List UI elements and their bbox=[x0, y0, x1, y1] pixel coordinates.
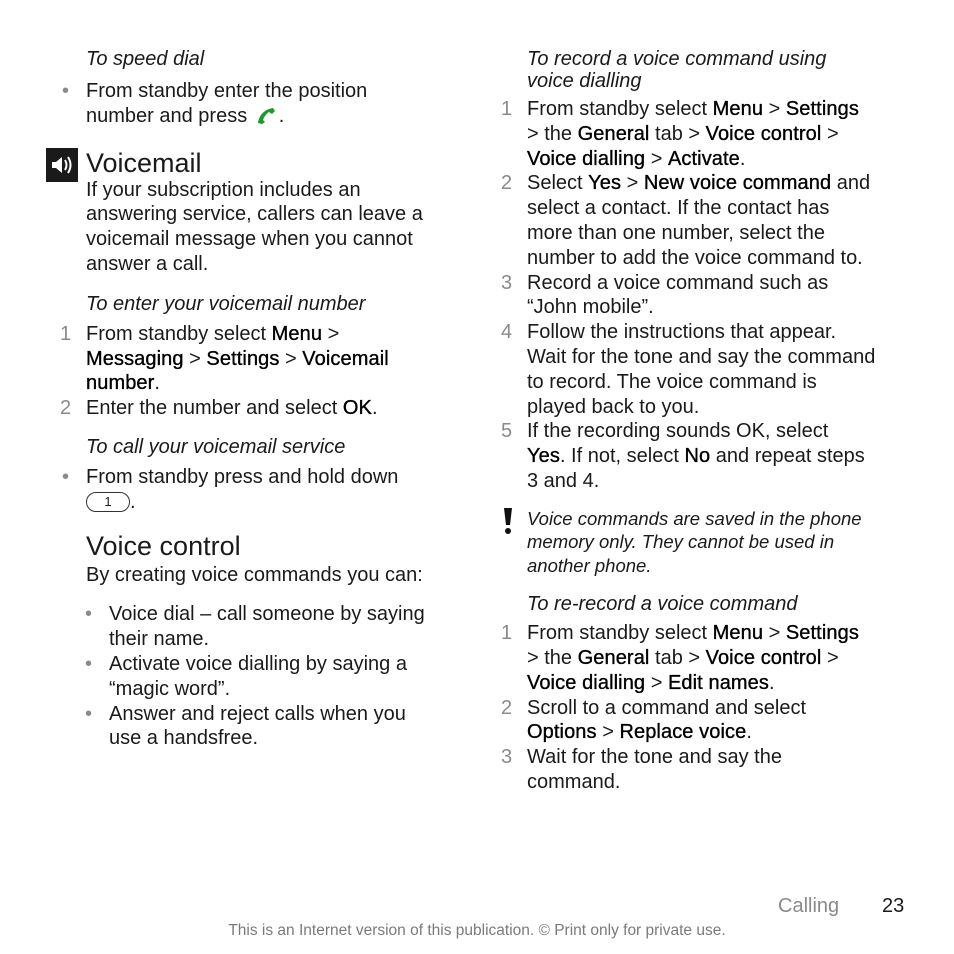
voice-control-intro: By creating voice commands you can: bbox=[86, 563, 423, 586]
call-voicemail-bullet: • From standby press and hold down 1 . bbox=[62, 465, 399, 513]
record-step-3: 3 Record a voice command such as “John mobile”. bbox=[501, 271, 829, 319]
list-item: • Voice dial – call someone by saying their name. bbox=[85, 603, 425, 651]
record-step-2: 2 Select Yes > New voice command and select a contact. If the contact has more than one number, select the number to add the voice command to. bbox=[501, 172, 871, 269]
rerecord-step-1: 1 From standby select Menu > Settings > the General tab > Voice control > Voice dialling > Edit names. bbox=[501, 622, 859, 694]
voice-command-note: Voice commands are saved in the phone memory only. They cannot be used in another phone. bbox=[527, 507, 917, 578]
rerecord-step-3: 3 Wait for the tone and say the command. bbox=[501, 746, 782, 794]
speed-dial-heading: To speed dial bbox=[86, 48, 205, 70]
call-key-icon bbox=[255, 105, 279, 125]
list-item: • Activate voice dialling by saying a “magic word”. bbox=[85, 652, 407, 700]
rerecord-step-2: 2 Scroll to a command and select Options > Replace voice. bbox=[501, 696, 807, 744]
exclamation-icon bbox=[501, 507, 515, 537]
right-column bbox=[501, 48, 917, 795]
rerecord-heading: To re-record a voice command bbox=[527, 593, 798, 616]
voice-control-list bbox=[86, 602, 471, 751]
record-step-4: 4 Follow the instructions that appear. Wait for the tone and say the command to record. The voice command is played back to you. bbox=[501, 321, 876, 418]
footer-section-name: Calling bbox=[778, 895, 840, 917]
speed-dial-bullet: • From standby enter the position number and press . bbox=[62, 80, 368, 127]
record-voice-heading: To record a voice command using voice dialling bbox=[527, 48, 827, 92]
voice-control-title: Voice control bbox=[86, 530, 241, 561]
voicemail-icon bbox=[46, 148, 78, 182]
list-item: • Answer and reject calls when you use a handsfree. bbox=[85, 702, 406, 750]
record-step-1: 1 From standby select Menu > Settings > the General tab > Voice control > Voice dialling > Activate. bbox=[501, 98, 859, 170]
enter-voicemail-heading: To enter your voicemail number bbox=[86, 292, 366, 315]
voicemail-section bbox=[86, 148, 471, 178]
page-number: 23 bbox=[882, 895, 905, 917]
record-step-5: 5 If the recording sounds OK, select Yes. If not, select No and repeat steps 3 and 4. bbox=[501, 420, 865, 492]
enter-voicemail-step-2: 2 Enter the number and select OK. bbox=[60, 397, 378, 420]
call-voicemail-heading: To call your voicemail service bbox=[86, 435, 346, 458]
key-1-icon: 1 bbox=[86, 492, 130, 512]
voicemail-intro: If your subscription includes an answering service, callers can leave a voicemail message when you cannot answer a call. bbox=[86, 178, 423, 275]
enter-voicemail-step-1: 1 From standby select Menu > Messaging > Settings > Voicemail number. bbox=[60, 322, 389, 395]
footer-disclaimer: This is an Internet version of this publication. © Print only for private use. bbox=[228, 922, 726, 939]
left-column bbox=[60, 48, 471, 751]
voicemail-title: Voicemail bbox=[86, 147, 202, 178]
